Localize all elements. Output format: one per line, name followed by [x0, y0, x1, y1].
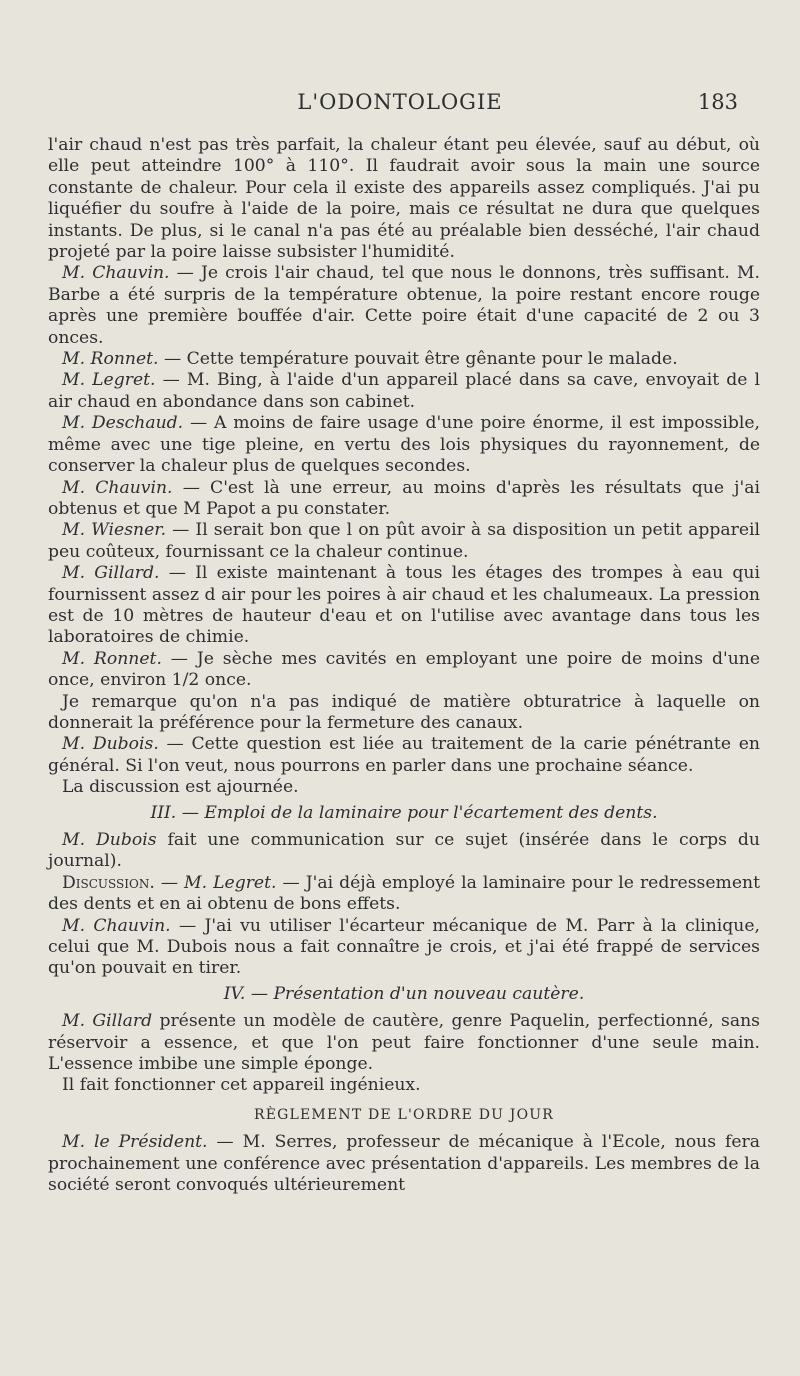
speaker-name: M. Gillard — [62, 1011, 153, 1032]
speaker-name: M. Dubois. — [62, 734, 159, 755]
paragraph-text: fait une communication sur ce sujet (insérée dans le corps du journal). — [48, 830, 760, 872]
section-heading: RÈGLEMENT DE L'ORDRE DU JOUR — [253, 1106, 555, 1123]
paragraph — [48, 1075, 760, 1096]
paragraph — [48, 370, 760, 413]
speaker-name: M. Legret. — [62, 370, 156, 391]
paragraph — [48, 263, 760, 349]
paragraph-text: La discussion est ajournée. — [62, 777, 299, 798]
speaker-name: M. Chauvin. — [62, 263, 170, 284]
paragraph-text: — Il serait bon que l on pût avoir à sa disposition un petit appareil peu coûteux, fournissant ce la chaleur continue. — [48, 520, 760, 562]
section-heading: IV. — Présentation d'un nouveau cautère. — [223, 983, 585, 1004]
paragraph — [48, 777, 760, 798]
paragraph-text: — Cette question est liée au traitement de la carie pénétrante en général. Si l'on veut, nous pourrons en parler dans une prochaine séance. — [48, 734, 760, 776]
section-heading: III. — Emploi de la laminaire pour l'écartement des dents. — [150, 802, 658, 823]
paragraph-text: — J'ai vu utiliser l'écarteur mécanique de M. Parr à la clinique, celui que M. Dubois nous a fait connaître je crois, et j'ai été frappé de services qu'on pouvait en tirer. — [48, 915, 760, 979]
speaker-name: M. Ronnet. — [62, 648, 162, 669]
paragraph-text: — C'est là une erreur, au moins d'après les résultats que j'ai obtenus et que M Papot a pu constater. — [48, 477, 760, 519]
paragraph-text: — M. Serres, professeur de mécanique à l'Ecole, nous fera prochainement une conférence avec présentation d'appareils. Les membres de la société seront convoqués ultérieurement — [48, 1132, 760, 1196]
speaker-name: M. le Président. — [62, 1132, 208, 1153]
paragraph — [48, 135, 760, 263]
speaker-name: M. Dubois — [62, 830, 157, 850]
paragraph-text: — A moins de faire usage d'une poire énorme, il est impossible, même avec une tige pleine, en vertu des lois physiques du rayonnement, de conserver la chaleur plus de quelques secondes. — [48, 413, 760, 477]
paragraph — [48, 413, 760, 477]
discussion-label: Discussion. — [62, 872, 155, 893]
paragraph-text: — Il existe maintenant à tous les étages des trompes à eau qui fournissent assez d air pour les poires à air chaud et les chalumeaux. La pression est de 10 mètres de hauteur d'eau et on l'utilise avec avantage dans tous les laboratoires de chimie. — [48, 563, 760, 648]
paragraph-text: — M. Bing, à l'aide d'un appareil placé dans sa cave, envoyait de l air chaud en abondance dans son cabinet. — [48, 370, 760, 412]
paragraph — [48, 349, 760, 370]
running-title: L'ODONTOLOGIE — [297, 90, 503, 114]
paragraph-text: — Je crois l'air chaud, tel que nous le donnons, très suffisant. M. Barbe a été surpris de la température obtenue, la poire restant encore rouge après une première bouffée d'air. Cette poire était d'une capacité de 2 ou 3 onces. — [48, 263, 760, 348]
paragraph-text: l'air chaud n'est pas très parfait, la chaleur étant peu élevée, sauf au début, où elle peut atteindre 100° à 110°. Il faudrait avoir sous la main une source constante de chaleur. Pour cela il existe des appareils assez compliqués. J'ai pu liquéfier du soufre à l'aide de la poire, mais ce résultat ne dura que quelques instants. De plus, si le canal n'a pas été au préalable bien desséché, l'air chaud projeté par la poire laisse subsister l'humidité. — [48, 135, 760, 263]
paragraph — [48, 830, 760, 873]
speaker-name: M. Legret. — [184, 872, 277, 893]
paragraph-text: Je remarque qu'on n'a pas indiqué de matière obturatrice à laquelle on donnerait la préférence pour la fermeture des canaux. — [48, 691, 760, 733]
paragraph — [48, 1132, 760, 1196]
paragraph: Discussion. — M. Legret. — J'ai déjà employé la laminaire pour le redressement des dents et en ai obtenu de bons effets. — [48, 872, 760, 915]
paragraph-text: — Je sèche mes cavités en employant une poire de moins d'une once, environ 1/2 once. — [48, 648, 760, 691]
paragraph-text: — J'ai déjà employé la laminaire pour le redressement des dents et en ai obtenu de bons effets. — [48, 872, 760, 915]
paragraph-text: Il fait fonctionner cet appareil ingénieux. — [62, 1075, 421, 1096]
speaker-name: M. Chauvin. — [62, 915, 171, 936]
speaker-name: M. Wiesner. — [62, 520, 167, 541]
speaker-name: M. Chauvin. — [62, 477, 173, 498]
paragraph — [48, 692, 760, 735]
speaker-name: M. Ronnet. — [62, 349, 159, 370]
paragraph — [48, 1011, 760, 1075]
page-number: 183 — [697, 90, 738, 114]
paragraph-text: — Cette température pouvait être gênante pour le malade. — [158, 349, 678, 370]
page-body — [48, 135, 760, 1197]
paragraph — [48, 734, 760, 777]
paragraph — [48, 563, 760, 649]
paragraph — [48, 916, 760, 980]
paragraph — [48, 478, 760, 521]
speaker-name: M. Deschaud. — [62, 413, 184, 434]
paragraph-text: présente un modèle de cautère, genre Paquelin, perfectionné, sans réservoir a essence, et que l'on peut faire fonctionner d'une seule main. L'essence imbibe une simple éponge. — [48, 1011, 760, 1075]
page-header — [0, 88, 800, 118]
paragraph — [48, 520, 760, 563]
paragraph — [48, 649, 760, 692]
speaker-name: M. Gillard. — [62, 563, 160, 584]
